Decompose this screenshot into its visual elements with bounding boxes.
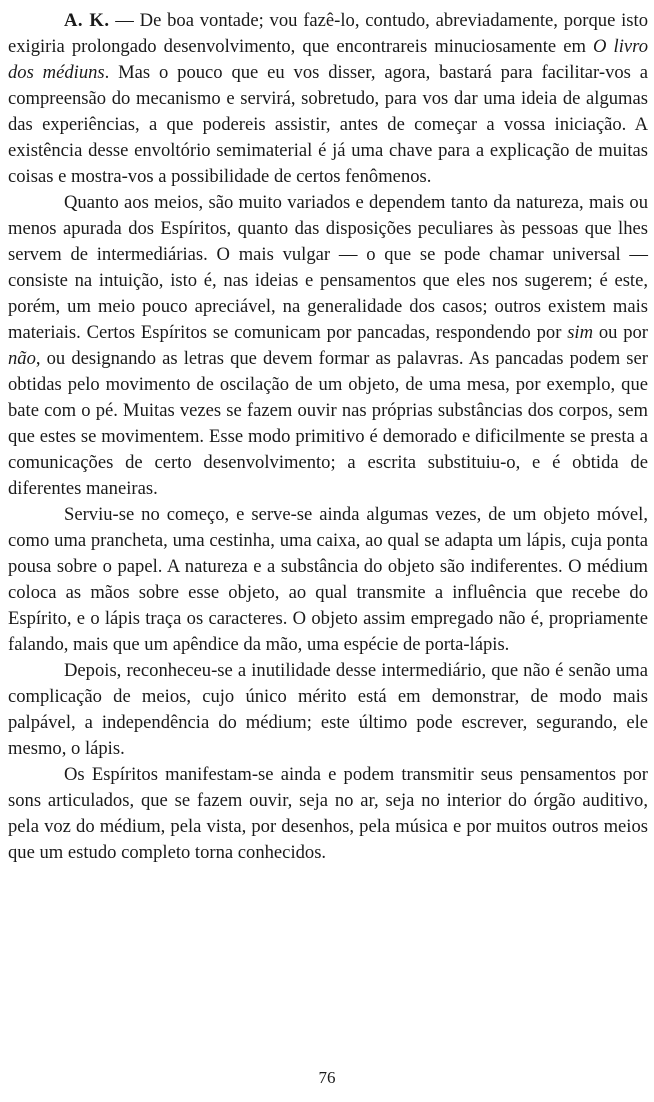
book-title-italic: O livro dos médiuns: [8, 36, 648, 83]
italic-word-sim: sim: [567, 322, 594, 343]
paragraph-text: — De boa vontade; vou fazê-lo, contudo, abreviadamente, porque isto exigiria prolongado desenvolvimento, que encontrareis minuciosamente em: [8, 10, 648, 57]
paragraph-text: Quanto aos meios, são muito variados e dependem tanto da natureza, mais ou menos apurada dos Espíritos, quanto das disposições peculiares às pessoas que lhes servem de intermediárias. O mais vulgar — o que se pode chamar universal — consiste na intuição, isto é, nas ideias e pensamentos que eles nos sugerem; é este, porém, um meio pouco apreciável, na generalidade dos casos; outros existem mais materiais. Certos Espíritos se comunicam por pancadas, respondendo por: [8, 192, 648, 343]
paragraph-4: [8, 658, 648, 762]
paragraph-text: Depois, reconheceu-se a inutilidade desse intermediário, que não é senão uma complicação de meios, cujo único mérito está em demonstrar, de modo mais palpável, a independência do médium; este último pode escrever, segurando, ele mesmo, o lápis.: [8, 660, 648, 759]
paragraph-text: Serviu-se no começo, e serve-se ainda algumas vezes, de um objeto móvel, como uma prancheta, uma cestinha, uma caixa, ao qual se adapta um lápis, cuja ponta pousa sobre o papel. A natureza e a substância do objeto são indiferentes. O médium coloca as mãos sobre esse objeto, ao qual transmite a influência que recebe do Espírito, e o lápis traça os caracteres. O objeto assim empregado não é, propriamente falando, mais que um apêndice da mão, uma espécie de porta-lápis.: [8, 504, 648, 655]
italic-word-nao: não: [8, 348, 36, 369]
page-body: [8, 8, 648, 866]
paragraph-5: [8, 762, 648, 866]
paragraph-2: [8, 190, 648, 502]
paragraph-text: ou por: [593, 322, 648, 343]
page-number: 76: [318, 1068, 336, 1087]
paragraph-text: . Mas o pouco que eu vos disser, agora, bastará para facilitar-vos a compreensão do mecanismo e servirá, sobretudo, para vos dar uma ideia de algumas das experiências, a que podereis assistir, antes de começar a vossa iniciação. A existência desse envoltório semimaterial é já uma chave para a explicação de muitas coisas e mostra-vos a possibilidade de certos fenômenos.: [8, 62, 648, 187]
paragraph-3: [8, 502, 648, 658]
paragraph-text: Os Espíritos manifestam-se ainda e podem transmitir seus pensamentos por sons articulados, que se fazem ouvir, seja no ar, seja no interior do órgão auditivo, pela voz do médium, pela vista, por desenhos, pela música e por muitos outros meios que um estudo completo torna conhecidos.: [8, 764, 648, 863]
speaker-label: A. K.: [64, 10, 110, 31]
paragraph-1: [8, 8, 648, 190]
paragraph-text: , ou designando as letras que devem formar as palavras. As pancadas podem ser obtidas pelo movimento de oscilação de um objeto, de uma mesa, por exemplo, que bate com o pé. Muitas vezes se fazem ouvir nas próprias substâncias dos corpos, sem que estes se movimentem. Esse modo primitivo é demorado e dificilmente se presta a comunicações de certo desenvolvimento; a escrita substituiu-o, e é obtida de diferentes maneiras.: [8, 348, 648, 499]
